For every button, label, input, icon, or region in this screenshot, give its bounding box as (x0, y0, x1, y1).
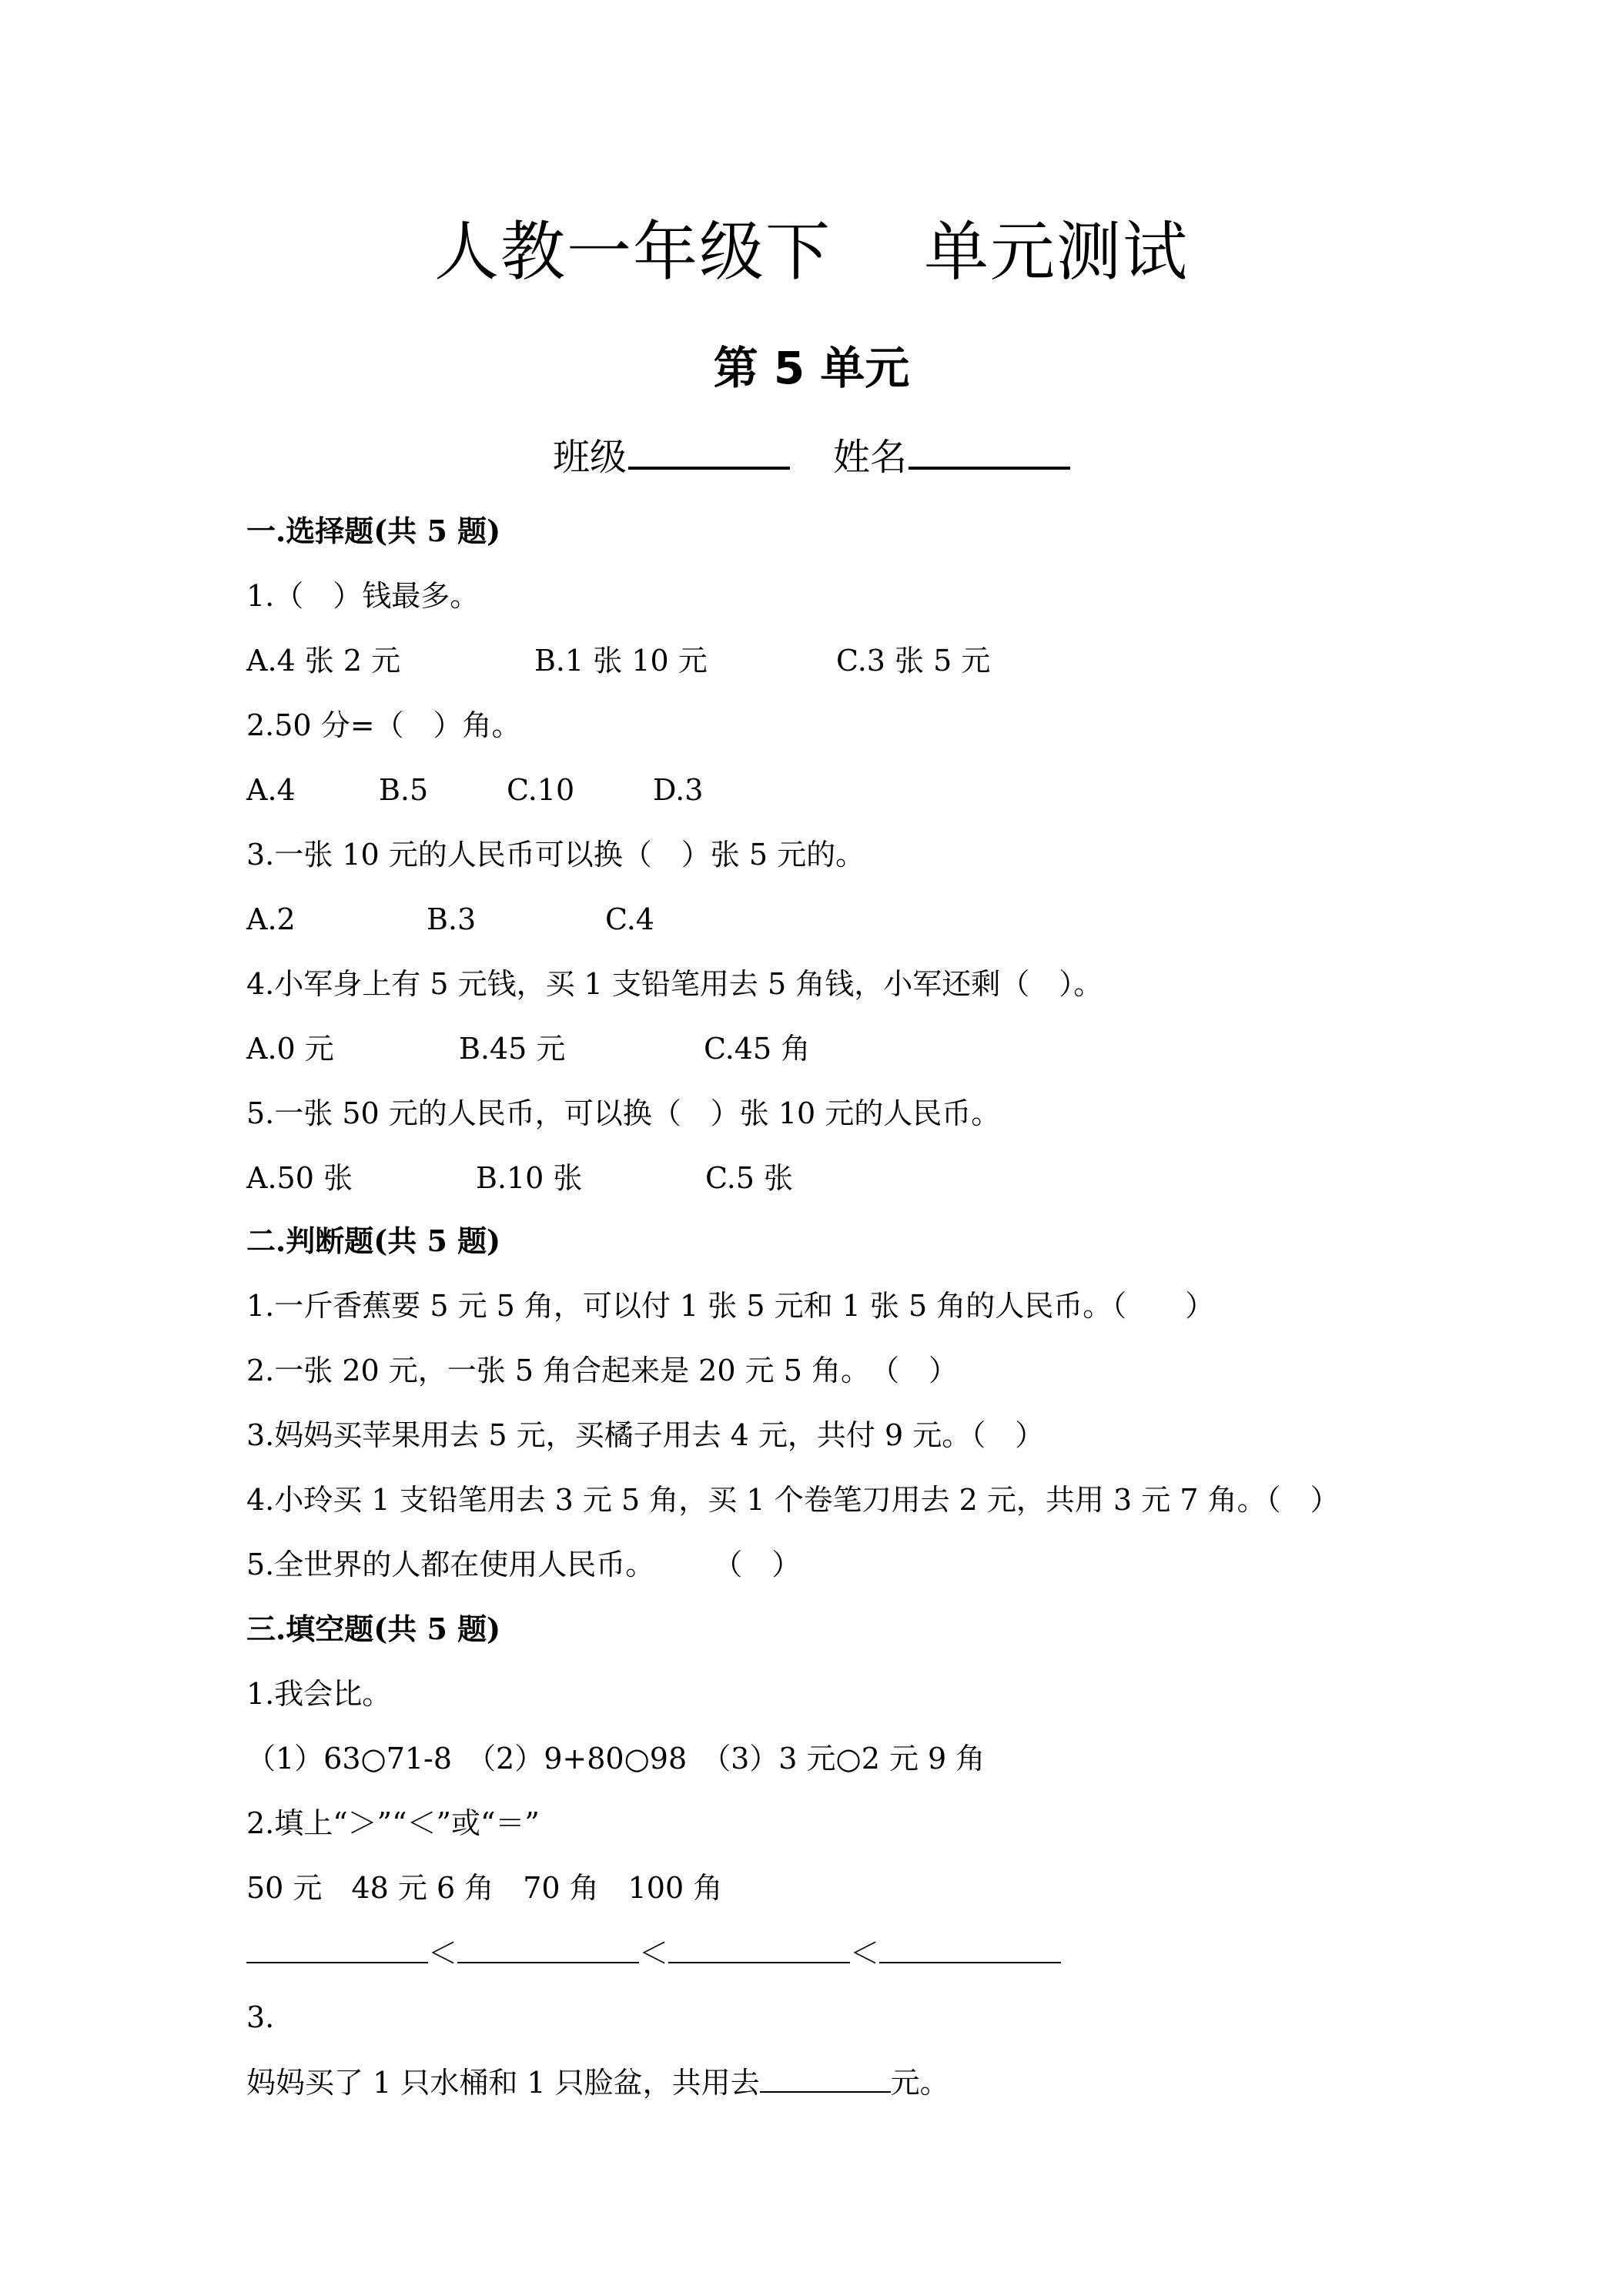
name-blank[interactable] (909, 425, 1070, 470)
s1-q2-option-a[interactable]: A.4 (246, 773, 296, 807)
s3-q3-text (246, 2060, 949, 2104)
s2-item-2: 2.一张 20 元，一张 5 角合起来是 20 元 5 角。 （ ） (246, 1354, 958, 1387)
s1-q4-text: 4.小军身上有 5 元钱，买 1 支铅笔用去 5 角钱，小军还剩（ ）。 (246, 967, 1103, 1001)
less-than-sign-1: ＜ (428, 1936, 458, 1970)
s1-q2-option-d[interactable]: D.3 (653, 773, 704, 807)
s1-q1-option-a[interactable]: A.4 张 2 元 (246, 644, 401, 678)
s2-item-3: 3.妈妈买苹果用去 5 元，买橘子用去 4 元，共付 9 元。（ ） (246, 1418, 1045, 1452)
less-than-sign-2: ＜ (639, 1936, 669, 1970)
s1-q5-options (246, 1156, 793, 1200)
s3-q2-values: 50 元 48 元 6 角 70 角 100 角 (246, 1871, 723, 1905)
s1-q2-option-b[interactable]: B.5 (379, 773, 429, 807)
s3-q1-text: 1.我会比。 (246, 1677, 392, 1711)
s3-q3-text-before: 妈妈买了 1 只水桶和 1 只脸盆，共用去 (246, 2066, 760, 2100)
section1-heading: 一.选择题(共 5 题) (246, 514, 501, 548)
title-left: 人教一年级下 (433, 214, 832, 290)
s1-q1-option-c[interactable]: C.3 张 5 元 (836, 644, 991, 678)
s1-q5-option-b[interactable]: B.10 张 (476, 1161, 583, 1195)
s3-q3-text-after: 元。 (890, 2066, 949, 2100)
s1-q3-options (246, 898, 654, 941)
name-label: 姓名 (833, 436, 908, 479)
unit-subtitle: 第 5 单元 (713, 342, 910, 394)
s1-q2-option-c[interactable]: C.10 (507, 773, 575, 807)
title-right: 单元测试 (924, 214, 1190, 290)
s3-q2-text: 2.填上“＞”“＜”或“＝” (246, 1806, 540, 1840)
s1-q1-options (246, 639, 990, 682)
s3-q1-parts: （1）63○71-8 （2）9+80○98 （3）3 元○2 元 9 角 (246, 1742, 986, 1776)
s2-item-4: 4.小玲买 1 支铅笔用去 3 元 5 角，买 1 个卷笔刀用去 2 元，共用 3 元 7 角。（ ） (246, 1483, 1340, 1517)
s3-q2-answer-row (246, 1931, 1061, 1975)
section2-heading: 二.判断题(共 5 题) (246, 1223, 501, 1258)
s1-q5-option-a[interactable]: A.50 张 (246, 1161, 353, 1195)
s1-q2-text: 2.50 分=（ ）角。 (246, 708, 521, 742)
section3-heading: 三.填空题(共 5 题) (246, 1612, 501, 1646)
s3-q2-blank-3[interactable] (668, 1931, 850, 1963)
student-info-line (0, 425, 1623, 486)
s3-q2-blank-1[interactable] (246, 1931, 428, 1963)
s1-q3-text: 3.一张 10 元的人民币可以换（ ）张 5 元的。 (246, 838, 865, 872)
s3-q2-blank-4[interactable] (879, 1931, 1061, 1963)
s3-q2-blank-2[interactable] (457, 1931, 639, 1963)
s1-q5-option-c[interactable]: C.5 张 (705, 1161, 794, 1195)
s1-q1-text: 1.（ ）钱最多。 (246, 579, 480, 613)
class-label: 班级 (552, 436, 627, 479)
s1-q4-options (246, 1027, 810, 1070)
s1-q3-option-a[interactable]: A.2 (246, 902, 296, 936)
s1-q3-option-b[interactable]: B.3 (427, 902, 477, 936)
s1-q3-option-c[interactable]: C.4 (605, 902, 654, 936)
s1-q4-option-c[interactable]: C.45 角 (704, 1032, 811, 1066)
less-than-sign-3: ＜ (850, 1936, 880, 1970)
s1-q4-option-b[interactable]: B.45 元 (459, 1032, 566, 1066)
page-title (0, 209, 1623, 294)
s2-item-5: 5.全世界的人都在使用人民币。 （ ） (246, 1548, 801, 1581)
class-blank[interactable] (628, 425, 790, 470)
s3-q3-number: 3. (246, 2000, 275, 2034)
s1-q5-text: 5.一张 50 元的人民币，可以换（ ）张 10 元的人民币。 (246, 1096, 1001, 1130)
s1-q1-option-b[interactable]: B.1 张 10 元 (534, 644, 708, 678)
s2-item-1: 1.一斤香蕉要 5 元 5 角，可以付 1 张 5 元和 1 张 5 角的人民币。（ ） (246, 1289, 1215, 1323)
s1-q2-options (246, 768, 703, 812)
s1-q4-option-a[interactable]: A.0 元 (246, 1032, 334, 1066)
s3-q3-answer-blank[interactable] (760, 2060, 891, 2093)
